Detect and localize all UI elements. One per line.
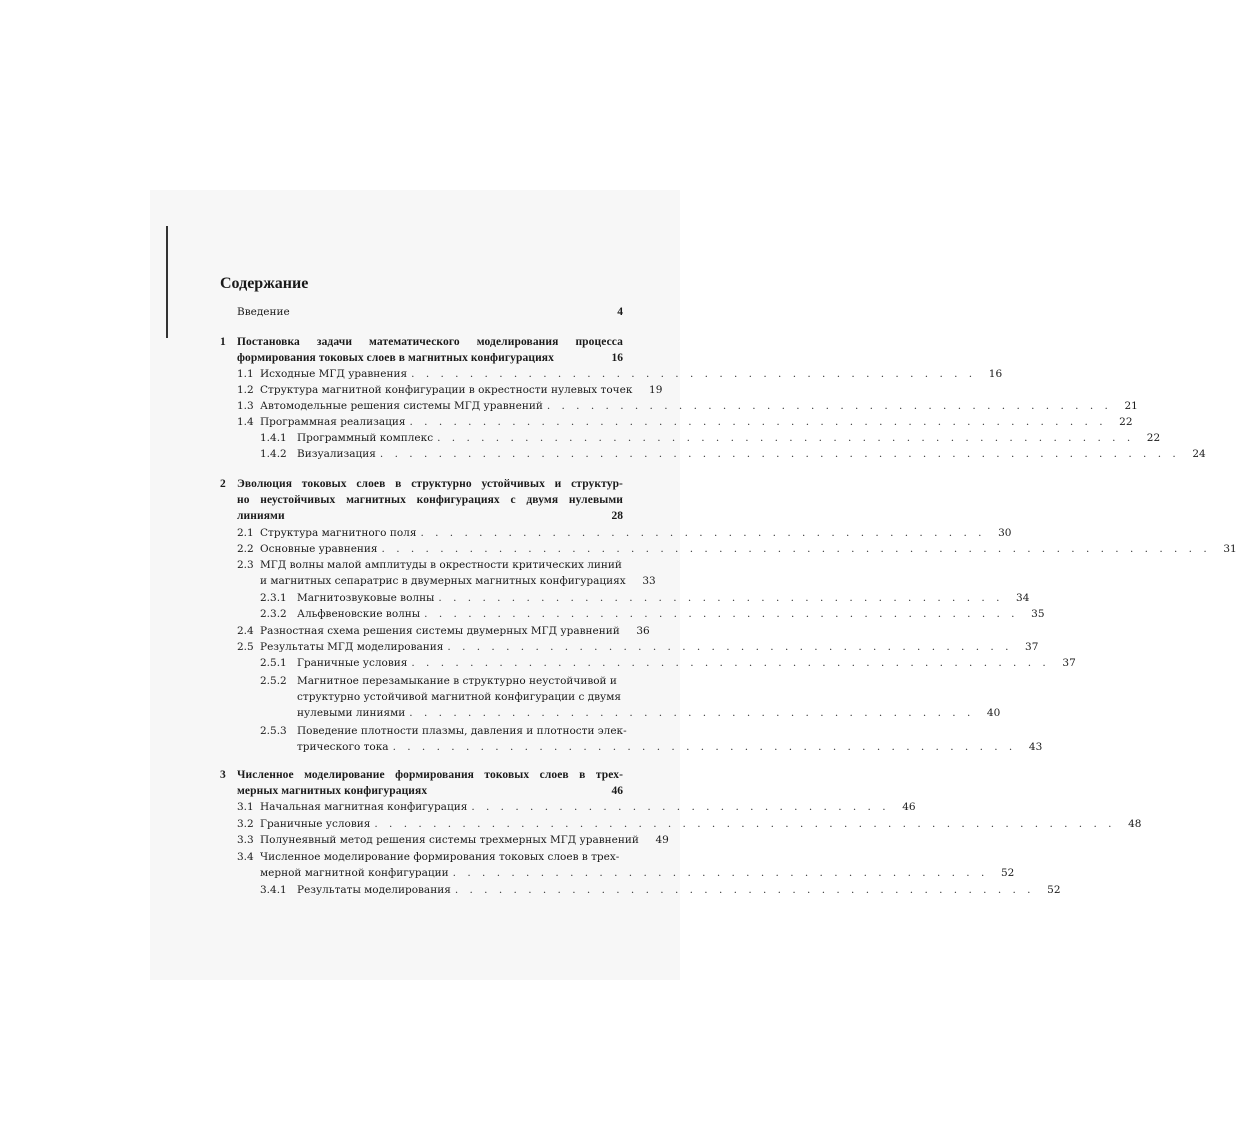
toc-number: 3.4.1 [260, 884, 287, 896]
toc-page: 22 [1146, 432, 1161, 444]
toc-chapter-2[interactable] [220, 476, 623, 492]
toc-number: 2.2 [237, 543, 254, 555]
toc-label: Численное моделирование формирования токовых слоев в трех- [237, 769, 623, 781]
toc-entry-2-5[interactable] [220, 639, 1039, 655]
toc-label: нулевыми линиями [297, 707, 406, 719]
toc-page: 43 [1028, 741, 1043, 753]
toc-label: трического тока [297, 741, 389, 753]
toc-label: Структура магнитного поля [260, 527, 417, 539]
toc-label: Граничные условия [260, 818, 371, 830]
toc-label: Введение [237, 306, 290, 318]
toc-entry-2-5-2[interactable] [220, 673, 623, 689]
toc-label: Программная реализация [260, 416, 406, 428]
toc-leader: . . . . . . . . . . . . . . . . . . . . . . . . . . . . . . . . . . . . . . . . . . . . . . . . . . . . . . . [379, 448, 1180, 460]
toc-entry-2-2[interactable] [220, 541, 1237, 557]
toc-entry-3-1[interactable] [220, 799, 916, 815]
toc-entry-2-3-1[interactable] [220, 590, 1030, 606]
toc-page: 46 [611, 785, 623, 797]
toc-entry-1-4-1[interactable] [220, 430, 1161, 446]
toc-entry-1-2[interactable] [220, 382, 663, 398]
toc-entry-2-3[interactable] [220, 557, 623, 573]
toc-page: 40 [986, 707, 1001, 719]
toc-entry-1-4[interactable] [220, 414, 1133, 430]
toc-label: структурно устойчивой магнитной конфигурации с двумя [297, 691, 622, 703]
toc-number: 2.3 [237, 559, 254, 571]
page-title: Содержание [220, 275, 309, 292]
toc-label: МГД волны малой амплитуды в окрестности критических линий [260, 559, 622, 571]
toc-leader: . . . . . . . . . . . . . . . . . . . . . . . . . . . . . . . . . . . . . . . [409, 707, 975, 719]
toc-label: Магнитозвуковые волны [297, 592, 435, 604]
toc-label: Численное моделирование формирования токовых слоев в трех- [260, 851, 620, 863]
toc-page: 16 [611, 352, 623, 364]
toc-page: 37 [1025, 641, 1039, 653]
toc-number: 2 [220, 478, 226, 490]
toc-chapter-1-cont[interactable] [220, 350, 623, 366]
toc-label: Результаты моделирования [297, 884, 451, 896]
toc-label: Альфвеновские волны [297, 608, 421, 620]
toc-page: 48 [1128, 818, 1142, 830]
toc-leader: . . . . . . . . . . . . . . . . . . . . . . . . . . . . . . . . . . . . . . . . . [424, 608, 1019, 620]
toc-number: 3.1 [237, 801, 254, 813]
toc-page: 30 [998, 527, 1012, 539]
toc-entry-intro[interactable] [220, 304, 623, 320]
toc-entry-1-4-2[interactable] [220, 446, 1206, 462]
toc-label: Программный комплекс [297, 432, 434, 444]
toc-label: Визуализация [297, 448, 376, 460]
toc-entry-2-3-cont[interactable] [220, 573, 656, 589]
toc-leader: . . . . . . . . . . . . . . . . . . . . . . . . . . . . . . . . . . . . . . . . . . . . . . . . [409, 416, 1107, 428]
toc-entry-2-5-1[interactable] [220, 655, 1076, 671]
toc-label: и магнитных сепаратрис в двумерных магнитных конфигурациях [260, 575, 626, 587]
toc-chapter-3[interactable] [220, 767, 623, 783]
toc-page: 24 [1192, 448, 1206, 460]
toc-page: 33 [642, 575, 656, 587]
toc-number: 1 [220, 336, 226, 348]
toc-entry-3-4-1[interactable] [220, 882, 1061, 898]
toc-entry-2-1[interactable] [220, 525, 1012, 541]
toc-label: Разностная схема решения системы двумерных МГД уравнений [260, 625, 620, 637]
toc-number: 2.3.2 [260, 608, 287, 620]
toc-entry-2-5-2-cont2[interactable] [220, 705, 1001, 721]
toc-entry-2-5-3-cont[interactable] [220, 739, 1043, 755]
toc-label: Постановка задачи математического моделирования процесса [237, 336, 623, 348]
toc-label: Структура магнитной конфигурации в окрестности нулевых точек [260, 384, 633, 396]
toc-entry-1-3[interactable] [220, 398, 1138, 414]
toc-number: 3.2 [237, 818, 254, 830]
toc-number: 2.3.1 [260, 592, 287, 604]
toc-entry-3-3[interactable] [220, 832, 669, 848]
toc-number: 3.3 [237, 834, 254, 846]
toc-number: 2.5.3 [260, 725, 287, 737]
toc-page: 19 [649, 384, 663, 396]
toc-label: Автомодельные решения системы МГД уравнений [260, 400, 543, 412]
toc-label: Магнитное перезамыкание в структурно неустойчивой и [297, 675, 617, 687]
toc-leader: . . . . . . . . . . . . . . . . . . . . . . . . . . . . . . . . . . . . . . . [411, 368, 977, 380]
toc-leader: . . . . . . . . . . . . . . . . . . . . . . . . . . . . . . . . . . . . . . . . . . . . . . . . [437, 432, 1135, 444]
toc-label: Эволюция токовых слоев в структурно устойчивых и структур- [237, 478, 623, 490]
toc-label: мерных магнитных конфигурациях [237, 785, 428, 797]
toc-page: 49 [655, 834, 669, 846]
toc-label: линиями [237, 510, 285, 522]
toc-entry-3-4-cont[interactable] [220, 865, 1015, 881]
toc-entry-2-3-2[interactable] [220, 606, 1045, 622]
toc-number: 1.3 [237, 400, 254, 412]
toc-leader: . . . . . . . . . . . . . . . . . . . . . . . . . . . . . . . . . . . . . . . . . . . . [411, 657, 1050, 669]
toc-number: 2.5.2 [260, 675, 287, 687]
toc-leader: . . . . . . . . . . . . . . . . . . . . . . . . . . . . . . . . . . . . . . . [447, 641, 1013, 653]
toc-leader: . . . . . . . . . . . . . . . . . . . . . . . . . . . . . . . . . . . . . [452, 867, 989, 879]
toc-page: 22 [1119, 416, 1133, 428]
toc-label: Полунеявный метод решения системы трехмерных МГД уравнений [260, 834, 639, 846]
toc-number: 3 [220, 769, 226, 781]
toc-label: Исходные МГД уравнения [260, 368, 408, 380]
toc-number: 2.5.1 [260, 657, 287, 669]
toc-page: 35 [1031, 608, 1045, 620]
toc-entry-1-1[interactable] [220, 366, 1003, 382]
toc-leader: . . . . . . . . . . . . . . . . . . . . . . . . . . . . . . . . . . . . . . . [546, 400, 1112, 412]
toc-number: 1.4.1 [260, 432, 287, 444]
toc-page: 34 [1016, 592, 1030, 604]
toc-page: 4 [617, 306, 623, 318]
toc-entry-3-2[interactable] [220, 816, 1142, 832]
toc-label: Основные уравнения [260, 543, 378, 555]
toc-page: 37 [1062, 657, 1076, 669]
toc-leader: . . . . . . . . . . . . . . . . . . . . . . . . . . . . . . . . . . . . . . . . [454, 884, 1035, 896]
toc-entry-2-5-2-cont[interactable] [220, 689, 623, 705]
toc-chapter-1[interactable] [220, 334, 623, 350]
toc-leader: . . . . . . . . . . . . . . . . . . . . . . . . . . . . . . . . . . . . . . . [420, 527, 986, 539]
toc-label: мерной магнитной конфигурации [260, 867, 449, 879]
toc-page: 52 [1000, 867, 1015, 879]
toc-page: 36 [636, 625, 650, 637]
toc-leader: . . . . . . . . . . . . . . . . . . . . . . . . . . . . . . . . . . . . . . . [438, 592, 1004, 604]
toc-chapter-2-cont2[interactable] [220, 508, 623, 524]
toc-number: 1.4.2 [260, 448, 287, 460]
toc-number: 1.1 [237, 368, 254, 380]
toc-page: 46 [902, 801, 916, 813]
toc-number: 2.4 [237, 625, 254, 637]
toc-leader: . . . . . . . . . . . . . . . . . . . . . . . . . . . . . . . . . . . . . . . . . . . [392, 741, 1017, 753]
toc-number: 1.4 [237, 416, 254, 428]
toc-number: 2.1 [237, 527, 254, 539]
toc-label: Граничные условия [297, 657, 408, 669]
toc-page: 21 [1124, 400, 1138, 412]
toc-number: 1.2 [237, 384, 254, 396]
toc-leader: . . . . . . . . . . . . . . . . . . . . . . . . . . . . . . . . . . . . . . . . . . . . . . . . . . . . . . . . . [381, 543, 1211, 555]
toc-entry-2-5-3[interactable] [220, 723, 627, 739]
toc-label: но неустойчивых магнитных конфигурациях с двумя нулевыми [237, 494, 623, 506]
toc-chapter-3-cont[interactable] [220, 783, 623, 799]
toc-number: 2.5 [237, 641, 254, 653]
margin-mark [166, 226, 168, 338]
toc-entry-2-4[interactable] [220, 623, 650, 639]
toc-label: Результаты МГД моделирования [260, 641, 444, 653]
toc-label: Поведение плотности плазмы, давления и плотности элек- [297, 725, 627, 737]
toc-number: 3.4 [237, 851, 254, 863]
toc-leader: . . . . . . . . . . . . . . . . . . . . . . . . . . . . . [471, 801, 890, 813]
toc-page: 52 [1047, 884, 1061, 896]
toc-chapter-2-cont[interactable] [220, 492, 623, 508]
toc-leader: . . . . . . . . . . . . . . . . . . . . . . . . . . . . . . . . . . . . . . . . . . . . . . . . . . . [374, 818, 1116, 830]
toc-label: формирования токовых слоев в магнитных конфигурациях [237, 352, 554, 364]
toc-page: 28 [611, 510, 623, 522]
toc-page: 16 [988, 368, 1003, 380]
toc-page: 31 [1223, 543, 1237, 555]
toc-label: Начальная магнитная конфигурация [260, 801, 468, 813]
toc-entry-3-4[interactable] [220, 849, 623, 865]
